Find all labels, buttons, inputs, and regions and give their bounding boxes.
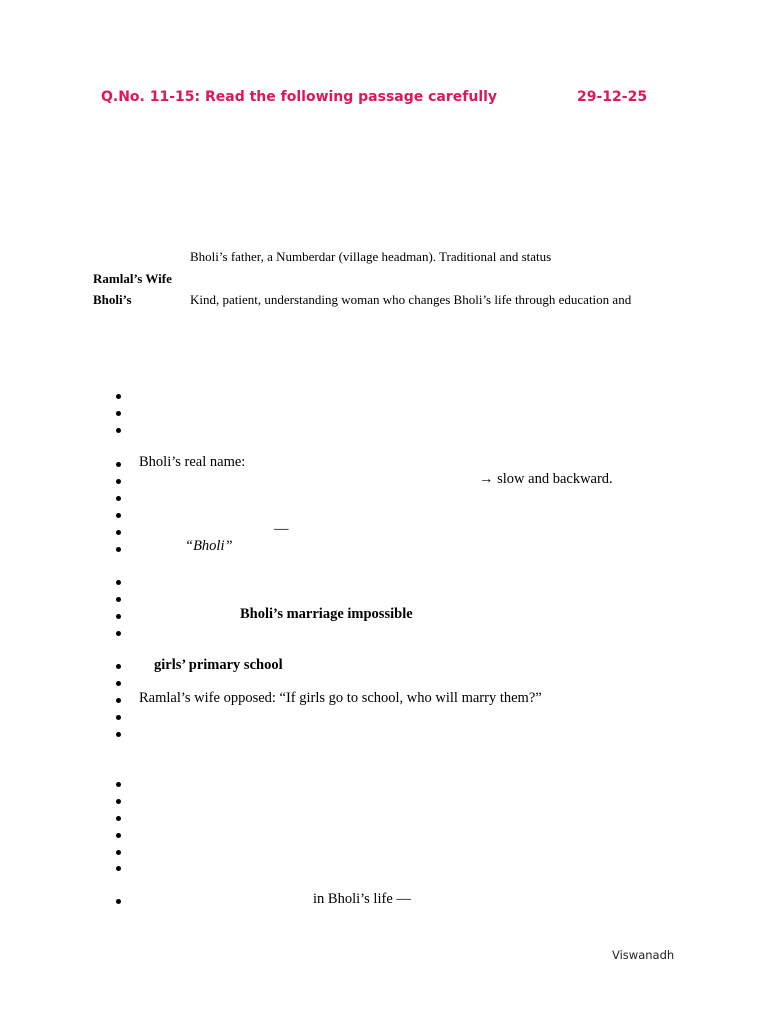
bullet-marker [116, 698, 121, 703]
character-row-3-name: Bholi’s [93, 292, 132, 307]
bullet-marker [116, 547, 121, 552]
bullet-marker [116, 631, 121, 636]
list-item-real-name: Bholi’s real name: [139, 454, 246, 470]
bullet-marker [116, 580, 121, 585]
bullet-marker [116, 462, 121, 467]
bullet-marker [116, 816, 121, 821]
list-item-marriage-impossible: Bholi’s marriage impossible [240, 606, 413, 622]
list-item-dash: — [274, 521, 289, 537]
list-item-bholi-life: in Bholi’s life — [313, 891, 411, 907]
character-row-1-description: Bholi’s father, a Numberdar (village headman). Traditional and status [190, 249, 552, 264]
bullet-marker [116, 833, 121, 838]
bullet-marker [116, 782, 121, 787]
bullet-marker [116, 428, 121, 433]
bullet-marker [116, 850, 121, 855]
bullet-marker [116, 681, 121, 686]
bullet-marker [116, 614, 121, 619]
bullet-marker [116, 530, 121, 535]
bullet-marker [116, 732, 121, 737]
character-row-3-description: Kind, patient, understanding woman who changes Bholi’s life through education and [190, 292, 632, 307]
bullet-marker [116, 597, 121, 602]
footer-author: Viswanadh [612, 948, 675, 962]
bullet-marker [116, 496, 121, 501]
character-row-2-name: Ramlal’s Wife [93, 271, 172, 286]
bullet-marker [116, 664, 121, 669]
list-item-bholi-quote: “Bholi” [185, 538, 233, 554]
list-item-wife-opposed: Ramlal’s wife opposed: “If girls go to school, who will marry them?” [139, 690, 542, 706]
bullet-marker [116, 394, 121, 399]
bullet-marker [116, 411, 121, 416]
bullet-marker [116, 866, 121, 871]
bullet-marker [116, 799, 121, 804]
date-label: 29-12-25 [577, 89, 648, 105]
bullet-marker [116, 715, 121, 720]
list-item-slow-backward: → slow and backward. [479, 471, 613, 487]
page-title: Q.No. 11-15: Read the following passage carefully [101, 89, 498, 105]
bullet-marker [116, 513, 121, 518]
bullet-marker [116, 899, 121, 904]
list-item-girls-school: girls’ primary school [154, 657, 283, 673]
bullet-marker [116, 479, 121, 484]
